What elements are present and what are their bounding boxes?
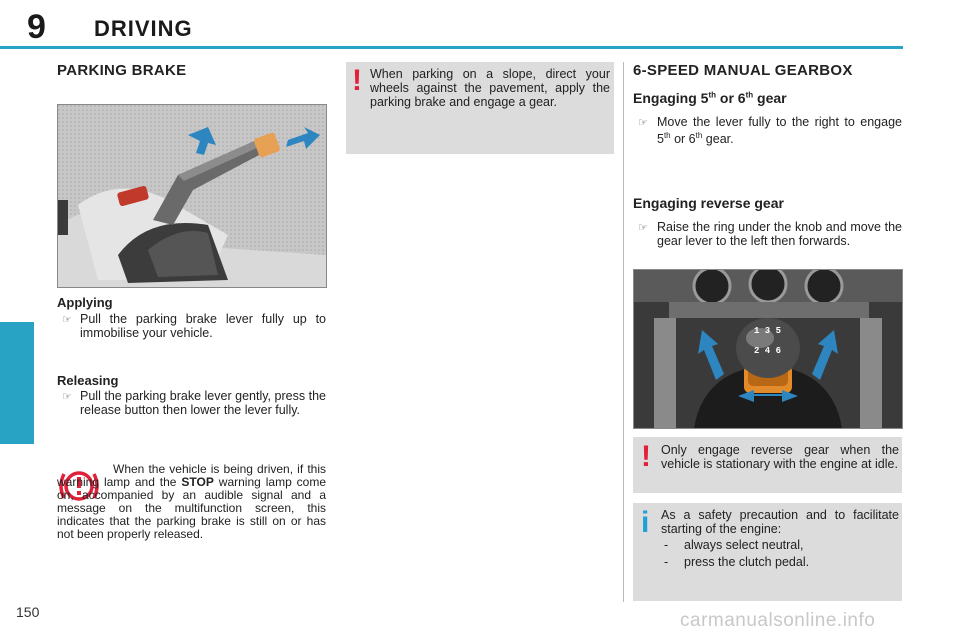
fifth-sixth-text-b: or 6 bbox=[670, 132, 696, 147]
fifth-sixth-sup-b: th bbox=[745, 90, 754, 100]
info-icon: i bbox=[641, 506, 650, 539]
releasing-title: Releasing bbox=[57, 373, 119, 388]
exclamation-icon: ! bbox=[641, 440, 651, 473]
fifth-sixth-title-c: gear bbox=[753, 90, 787, 106]
knob-label-top: 1 3 5 bbox=[754, 326, 782, 336]
brake-warning-text-before: When the vehicle is being driven, if this warning lamp and the bbox=[57, 462, 326, 489]
info-dash: - bbox=[664, 538, 669, 552]
page-number: 150 bbox=[16, 604, 40, 620]
releasing-text: Pull the parking brake lever gently, press the release button then lower the lever fully. bbox=[80, 389, 326, 417]
fifth-sixth-text bbox=[657, 115, 902, 146]
reverse-gear-title: Engaging reverse gear bbox=[633, 195, 784, 211]
fifth-sixth-title-a: Engaging 5 bbox=[633, 90, 709, 106]
info-item-neutral: always select neutral, bbox=[684, 538, 804, 552]
gear-lever-photo bbox=[633, 269, 903, 429]
fifth-sixth-sup-c: th bbox=[663, 131, 671, 140]
applying-text: Pull the parking brake lever fully up to immobilise your vehicle. bbox=[80, 312, 326, 340]
reverse-gear-text: Raise the ring under the knob and move the gear lever to the left then forwards. bbox=[657, 220, 902, 248]
fifth-sixth-sup-d: th bbox=[695, 131, 703, 140]
pointing-hand-icon: ☞ bbox=[62, 314, 72, 326]
column-divider bbox=[623, 62, 624, 602]
info-item-clutch: press the clutch pedal. bbox=[684, 555, 810, 569]
fifth-sixth-title bbox=[633, 90, 787, 106]
brake-warning-text bbox=[57, 463, 326, 541]
watermark: carmanualsonline.info bbox=[680, 610, 876, 631]
exclamation-icon: ! bbox=[352, 64, 362, 97]
parking-brake-illustration bbox=[58, 105, 326, 287]
pointing-hand-icon: ☞ bbox=[62, 391, 72, 403]
chapter-title: DRIVING bbox=[94, 16, 193, 41]
fifth-sixth-text-a: Move the lever fully to the right to engage 5 bbox=[657, 115, 902, 147]
fifth-sixth-title-b: or 6 bbox=[716, 90, 746, 106]
pointing-hand-icon: ☞ bbox=[638, 222, 648, 234]
info-text: As a safety precaution and to facilitate starting of the engine: bbox=[661, 508, 899, 536]
fifth-sixth-sup-a: th bbox=[708, 90, 717, 100]
stop-word: STOP bbox=[181, 475, 214, 489]
fifth-sixth-text-c: gear. bbox=[702, 132, 734, 147]
chapter-side-tab bbox=[0, 322, 34, 444]
applying-title: Applying bbox=[57, 295, 113, 310]
slope-note-text: When parking on a slope, direct your wheels against the pavement, apply the parking brake and engage a gear. bbox=[370, 67, 610, 109]
info-dash: - bbox=[664, 555, 669, 569]
parking-brake-photo bbox=[57, 104, 327, 288]
pointing-hand-icon: ☞ bbox=[638, 117, 648, 129]
gearbox-title: 6-SPEED MANUAL GEARBOX bbox=[633, 62, 853, 79]
chapter-number: 9 bbox=[27, 8, 46, 46]
brake-warning-text-after: warning lamp come on, accompanied by an audible signal and a message on the multifunction screen, this indicates that the parking brake is still on or has not been properly released. bbox=[57, 475, 326, 541]
knob-label-bottom: 2 4 6 bbox=[754, 346, 782, 356]
reverse-warning-text: Only engage reverse gear when the vehicle is stationary with the engine at idle. bbox=[661, 443, 899, 471]
parking-brake-title: PARKING BRAKE bbox=[57, 62, 187, 79]
header-rule bbox=[0, 46, 903, 49]
